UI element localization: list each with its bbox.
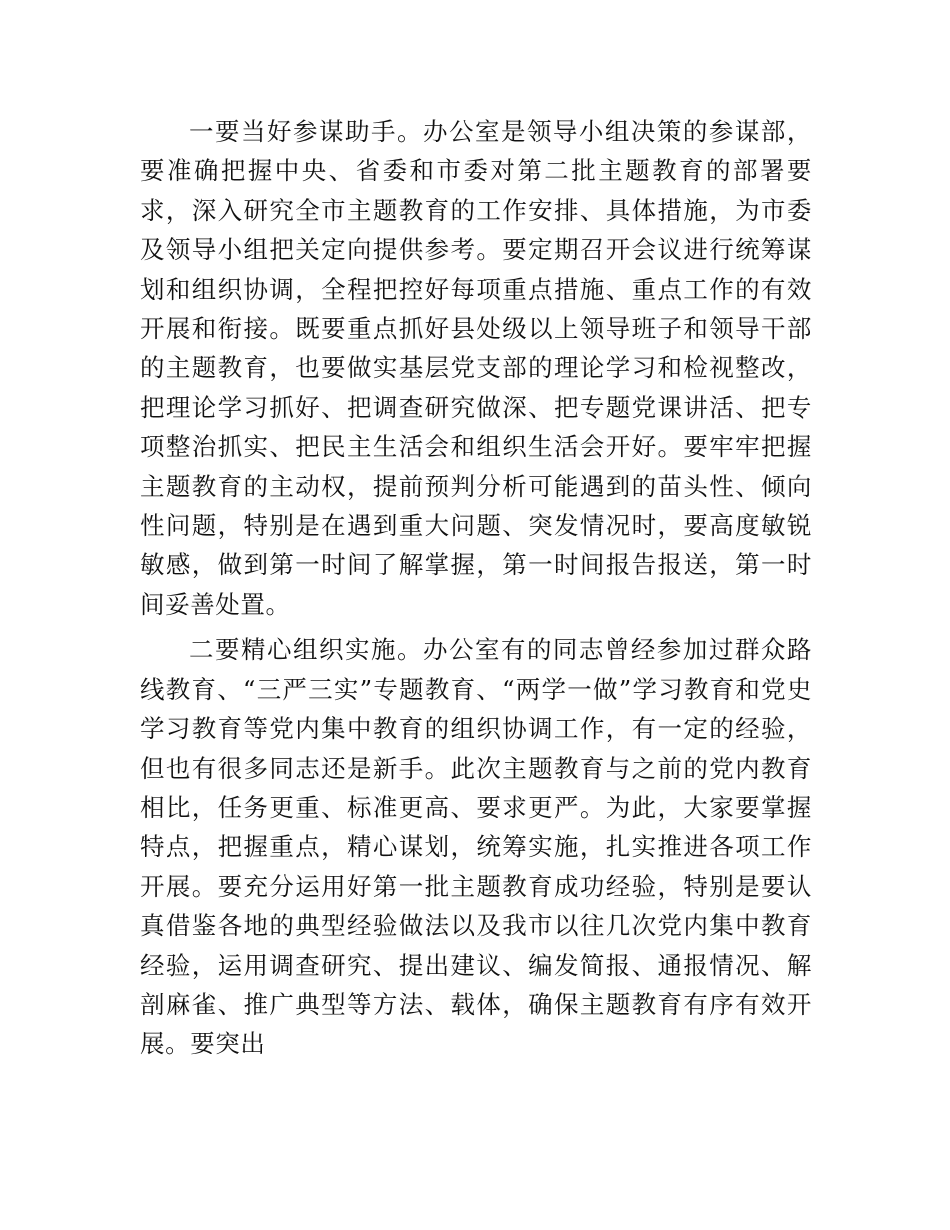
paragraph-organize-implement: 二要精心组织实施。办公室有的同志曾经参加过群众路线教育、“三严三实”专题教育、“两学一做”学习教育和党史学习教育等党内集中教育的组织协调工作，有一定的经验，但也有很多同志还是新手。此次主题教育与之前的党内教育相比，任务更重、标准更高、要求更严。为此，大家要掌握特点，把握重点，精心谋划，统筹实施，扎实推进各项工作开展。要充分运用好第一批主题教育成功经验，特别是要认真借鉴各地的典型经验做法以及我市以往几次党内集中教育经验，运用调查研究、提出建议、编发简报、通报情况、解剖麻雀、推广典型等方法、载体，确保主题教育有序有效开展。要突出 bbox=[140, 635, 812, 1059]
document-body bbox=[140, 112, 812, 1064]
paragraph-participate-advise: 一要当好参谋助手。办公室是领导小组决策的参谋部，要准确把握中央、省委和市委对第二批主题教育的部署要求，深入研究全市主题教育的工作安排、具体措施，为市委及领导小组把关定向提供参考。要定期召开会议进行统筹谋划和组织协调，全程把控好每项重点措施、重点工作的有效开展和衔接。既要重点抓好县处级以上领导班子和领导干部的主题教育，也要做实基层党支部的理论学习和检视整改，把理论学习抓好、把调查研究做深、把专题党课讲活、把专项整治抓实、把民主生活会和组织生活会开好。要牢牢把握主题教育的主动权，提前预判分析可能遇到的苗头性、倾向性问题，特别是在遇到重大问题、突发情况时，要高度敏锐敏感，做到第一时间了解掌握，第一时间报告报送，第一时间妥善处置。 bbox=[140, 117, 812, 619]
